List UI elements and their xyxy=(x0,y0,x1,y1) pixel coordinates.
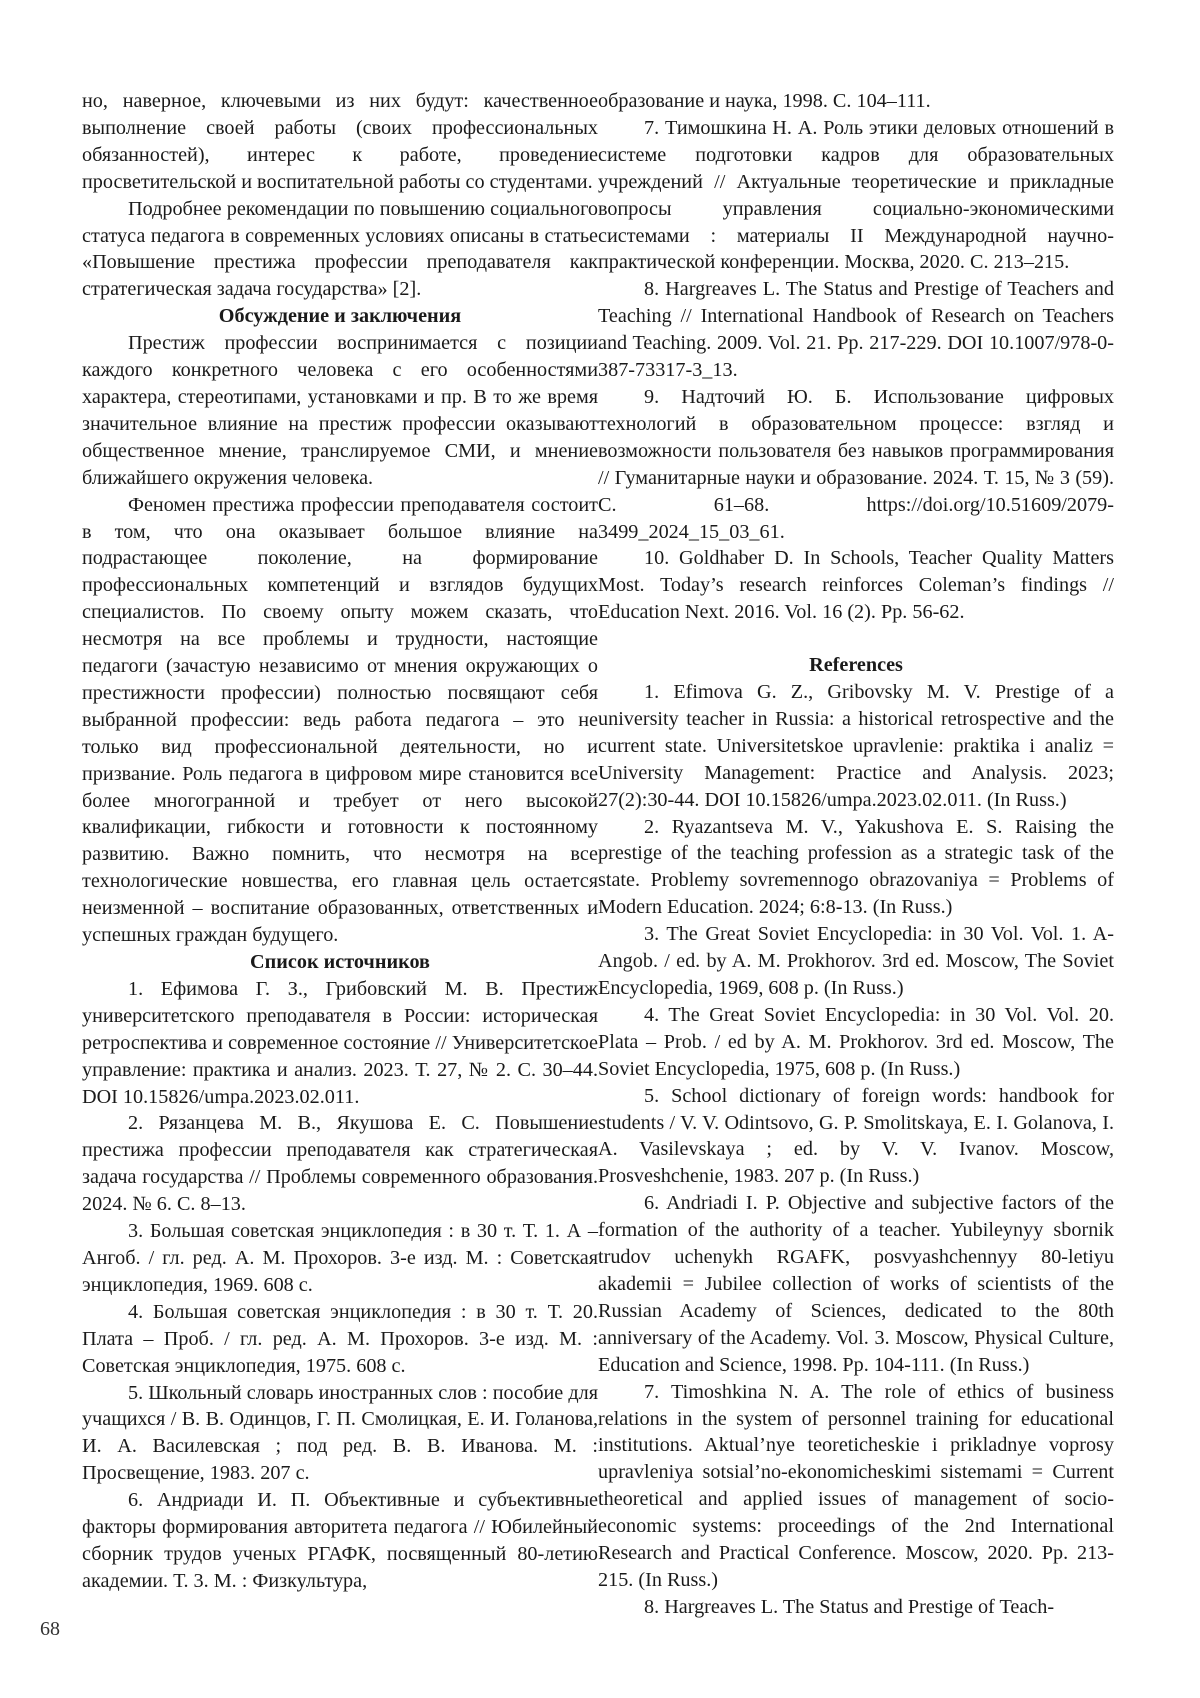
body-paragraph: Престиж профессии воспринимается с позиции каждого конкретного человека с его особенностями характера, стереотипами, установками и пр. В то же время значительное влияние на престиж профессии оказывают общественное мнение, транслируемое СМИ, и мнение ближайшего окружения человека. xyxy=(82,332,598,489)
source-item: 4. Большая советская энциклопедия : в 30 т. Т. 20. Плата – Проб. / гл. ред. А. М. Прохоров. 3-е изд. М. : Советская энциклопедия, 1975. 608 с. xyxy=(82,1300,598,1377)
body-paragraph: Феномен престижа профессии преподавателя состоит в том, что она оказывает большое влияние на подрастающее поколение, на формирование профессиональных компетенций и взглядов будущих специалистов. По своему опыту можем сказать, что несмотря на все проблемы и трудности, настоящие педагоги (зачастую независимо от мнения окружающих о престижности профессии) полностью посвящают себя выбранной профессии: ведь работа педагога – это не только вид профессиональной деятельности, но и призвание. Роль педагога в цифровом мире становится все более многогранной и требует от него высокой квалификации, гибкости и готовности к постоянному развитию. Важно помнить, что несмотря на все технологические новшества, его главная цель остается неизменной – воспитание образованных, ответственных и успешных граждан будущего. xyxy=(82,493,598,947)
reference-item: 1. Efimova G. Z., Gribovsky M. V. Prestige of a university teacher in Russia: a historical retrospective and the current state. Universitetskoe upravlenie: praktika i analiz = University Management: Practice and Analysis. 2023; 27(2):30-44. DOI 10.15826/umpa.2023.02.011. (In Russ.) xyxy=(598,681,1114,811)
section-heading-sources: Список источников xyxy=(250,951,430,973)
page-number: 68 xyxy=(40,1618,60,1640)
reference-item: 8. Hargreaves L. The Status and Prestige of Teach- xyxy=(644,1595,1055,1618)
body-paragraph: Подробнее рекомендации по повышению социального статуса педагога в современных условиях описаны в статье «Повышение престижа профессии преподавателя как стратегическая задача государства» [2]. xyxy=(82,197,598,301)
source-item: 7. Тимошкина Н. А. Роль этики деловых отношений в системе подготовки кадров для образовательных учреждений // Актуальные теоретические и прикладные вопросы управления социально-экономическими системами : материалы II Международной научно-практической конференции. Москва, 2020. С. 213–215. xyxy=(598,116,1114,274)
reference-item: 2. Ryazantseva M. V., Yakushova E. S. Raising the prestige of the teaching profession as a strategic task of the state. Problemy sovremennogo obrazovaniya = Problems of Modern Education. 2024; 6:8-13. (In Russ.) xyxy=(598,815,1114,919)
source-item: 5. Школьный словарь иностранных слов : пособие для учащихся / В. В. Одинцов, Г. П. Смолицкая, Е. И. Голанова, И. А. Василевская ; под ред. В. В. Иванова. М. : Просвещение, 1983. 207 с. xyxy=(82,1381,598,1485)
right-column xyxy=(598,88,1114,1621)
section-heading-discussion: Обсуждение и заключения xyxy=(218,305,462,328)
reference-item: 5. School dictionary of foreign words: handbook for students / V. V. Odintsovo, G. P. Smolitskaya, E. I. Golanova, I. A. Vasilevskaya ; ed. by V. V. Ivanov. Moscow, Prosveshchenie, 1983. 207 p. (In Russ.) xyxy=(598,1084,1114,1188)
reference-item: 4. The Great Soviet Encyclopedia: in 30 Vol. Vol. 20. Plata – Prob. / ed by A. M. Prokhorov. 3rd ed. Moscow, The Soviet Encyclopedia, 1975, 608 p. (In Russ.) xyxy=(598,1003,1114,1080)
section-heading-references: References xyxy=(809,654,903,677)
source-item: 8. Hargreaves L. The Status and Prestige of Teachers and Teaching // International Handbook of Research on Teachers and Teaching. 2009. Vol. 21. Pp. 217-229. DOI 10.1007/978-0-387-73317-3_13. xyxy=(598,278,1114,382)
source-item-continued: образование и наука, 1998. С. 104–111. xyxy=(598,90,931,112)
source-item: 9. Надточий Ю. Б. Использование цифровых технологий в образовательном процессе: взгляд и возможности пользователя без навыков программирования // Гуманитарные науки и образование. 2024. Т. 15, № 3 (59). С. 61–68. https://doi.org/10.51609/2079-3499_2024_15_03_61. xyxy=(598,385,1114,543)
reference-item: 3. The Great Soviet Encyclopedia: in 30 Vol. Vol. 1. A-Angob. / ed. by A. M. Prokhorov. 3rd ed. Moscow, The Soviet Encyclopedia, 1969, 608 p. (In Russ.) xyxy=(598,923,1114,999)
source-item: 10. Goldhaber D. In Schools, Teacher Quality Matters Most. Today’s research reinforces Coleman’s findings // Education Next. 2016. Vol. 16 (2). Pp. 56-62. xyxy=(598,547,1114,624)
left-column xyxy=(82,88,598,1595)
source-item: 6. Андриади И. П. Объективные и субъективные факторы формирования авторитета педагога // Юбилейный сборник трудов ученых РГАФК, посвященный 80-летию академии. Т. 3. М. : Физкультура, xyxy=(82,1489,598,1592)
body-paragraph: но, наверное, ключевыми из них будут: качественное выполнение своей работы (своих профессиональных обязанностей), интерес к работе, проведение просветительской и воспитательной работы со студентами. xyxy=(82,90,598,193)
reference-item: 7. Timoshkina N. A. The role of ethics of business relations in the system of personnel training for educational institutions. Aktual’nye teoreticheskie i prikladnye voprosy upravleniya sotsial’no-ekonomicheskimi sistemami = Current theoretical and applied issues of management of socio-economic systems: proceedings of the 2nd International Research and Practical Conference. Moscow, 2020. Pp. 213-215. (In Russ.) xyxy=(598,1380,1114,1591)
source-item: 1. Ефимова Г. З., Грибовский М. В. Престиж университетского преподавателя в России: историческая ретроспектива и современное состояние // Университетское управление: практика и анализ. 2023. Т. 27, № 2. С. 30–44. DOI 10.15826/umpa.2023.02.011. xyxy=(82,977,598,1108)
reference-item: 6. Andriadi I. P. Objective and subjective factors of the formation of the authority of a teacher. Yubileynyy sbornik trudov uchenykh RGAFK, posvyashchennyy 80-letiyu akademii = Jubilee collection of works of scientists of the Russian Academy of Sciences, dedicated to the 80th anniversary of the Academy. Vol. 3. Moscow, Physical Culture, Education and Science, 1998. Pp. 104-111. (In Russ.) xyxy=(598,1192,1114,1376)
source-item: 2. Рязанцева М. В., Якушова Е. С. Повышение престижа профессии преподавателя как стратегическая задача государства // Проблемы современного образования. 2024. № 6. С. 8–13. xyxy=(82,1112,598,1216)
source-item: 3. Большая советская энциклопедия : в 30 т. Т. 1. А – Ангоб. / гл. ред. А. М. Прохоров. 3-е изд. М. : Советская энциклопедия, 1969. 608 с. xyxy=(82,1220,598,1296)
